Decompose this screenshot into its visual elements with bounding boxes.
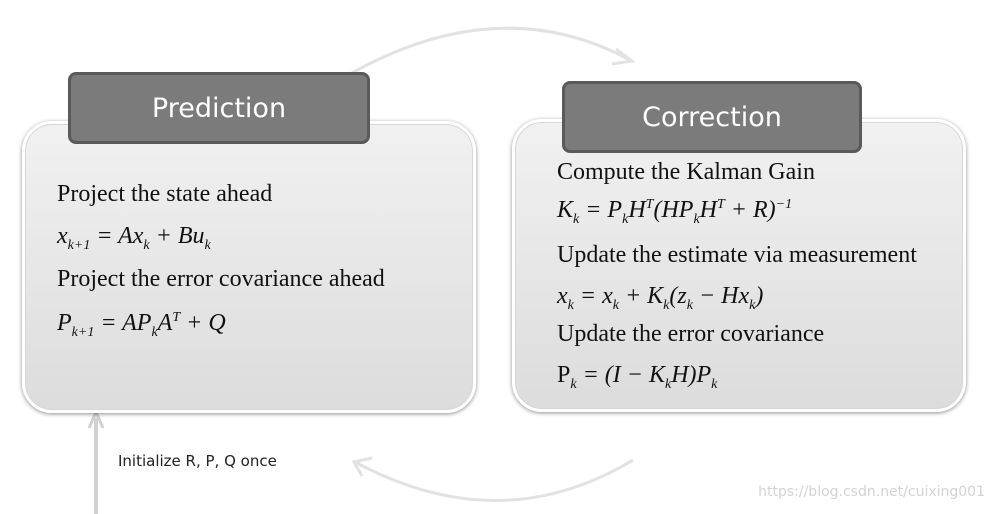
arrow-correction-to-prediction xyxy=(355,460,633,501)
kalman-gain-label: Compute the Kalman Gain xyxy=(557,159,815,185)
project-covariance-label: Project the error covariance ahead xyxy=(57,266,385,292)
project-state-label: Project the state ahead xyxy=(57,181,273,207)
arrow-prediction-to-correction xyxy=(350,28,630,74)
update-estimate-label: Update the estimate via measurement xyxy=(557,242,917,268)
watermark: https://blog.csdn.net/cuixing001 xyxy=(758,484,985,500)
kalman-gain-equation: $K_k = P_kH^T(HP_kH^T + R)^{-1}$ xyxy=(557,197,793,227)
estimate-update-equation: $x_k = x_k + K_k(z_k - Hx_k)$ xyxy=(557,283,764,313)
covariance-update-equation: $P_k = (I - K_kH)P_k$ xyxy=(557,362,718,392)
covariance-prediction-equation: $P_{k+1} = AP_kA^T + Q$ xyxy=(57,310,226,340)
state-prediction-equation: $x_{k+1} = Ax_k + Bu_k$ xyxy=(57,223,211,253)
initialize-label: Initialize R, P, Q once xyxy=(118,452,277,470)
prediction-title: Prediction xyxy=(68,72,370,144)
update-covariance-label: Update the error covariance xyxy=(557,321,825,347)
correction-title: Correction xyxy=(562,81,862,153)
